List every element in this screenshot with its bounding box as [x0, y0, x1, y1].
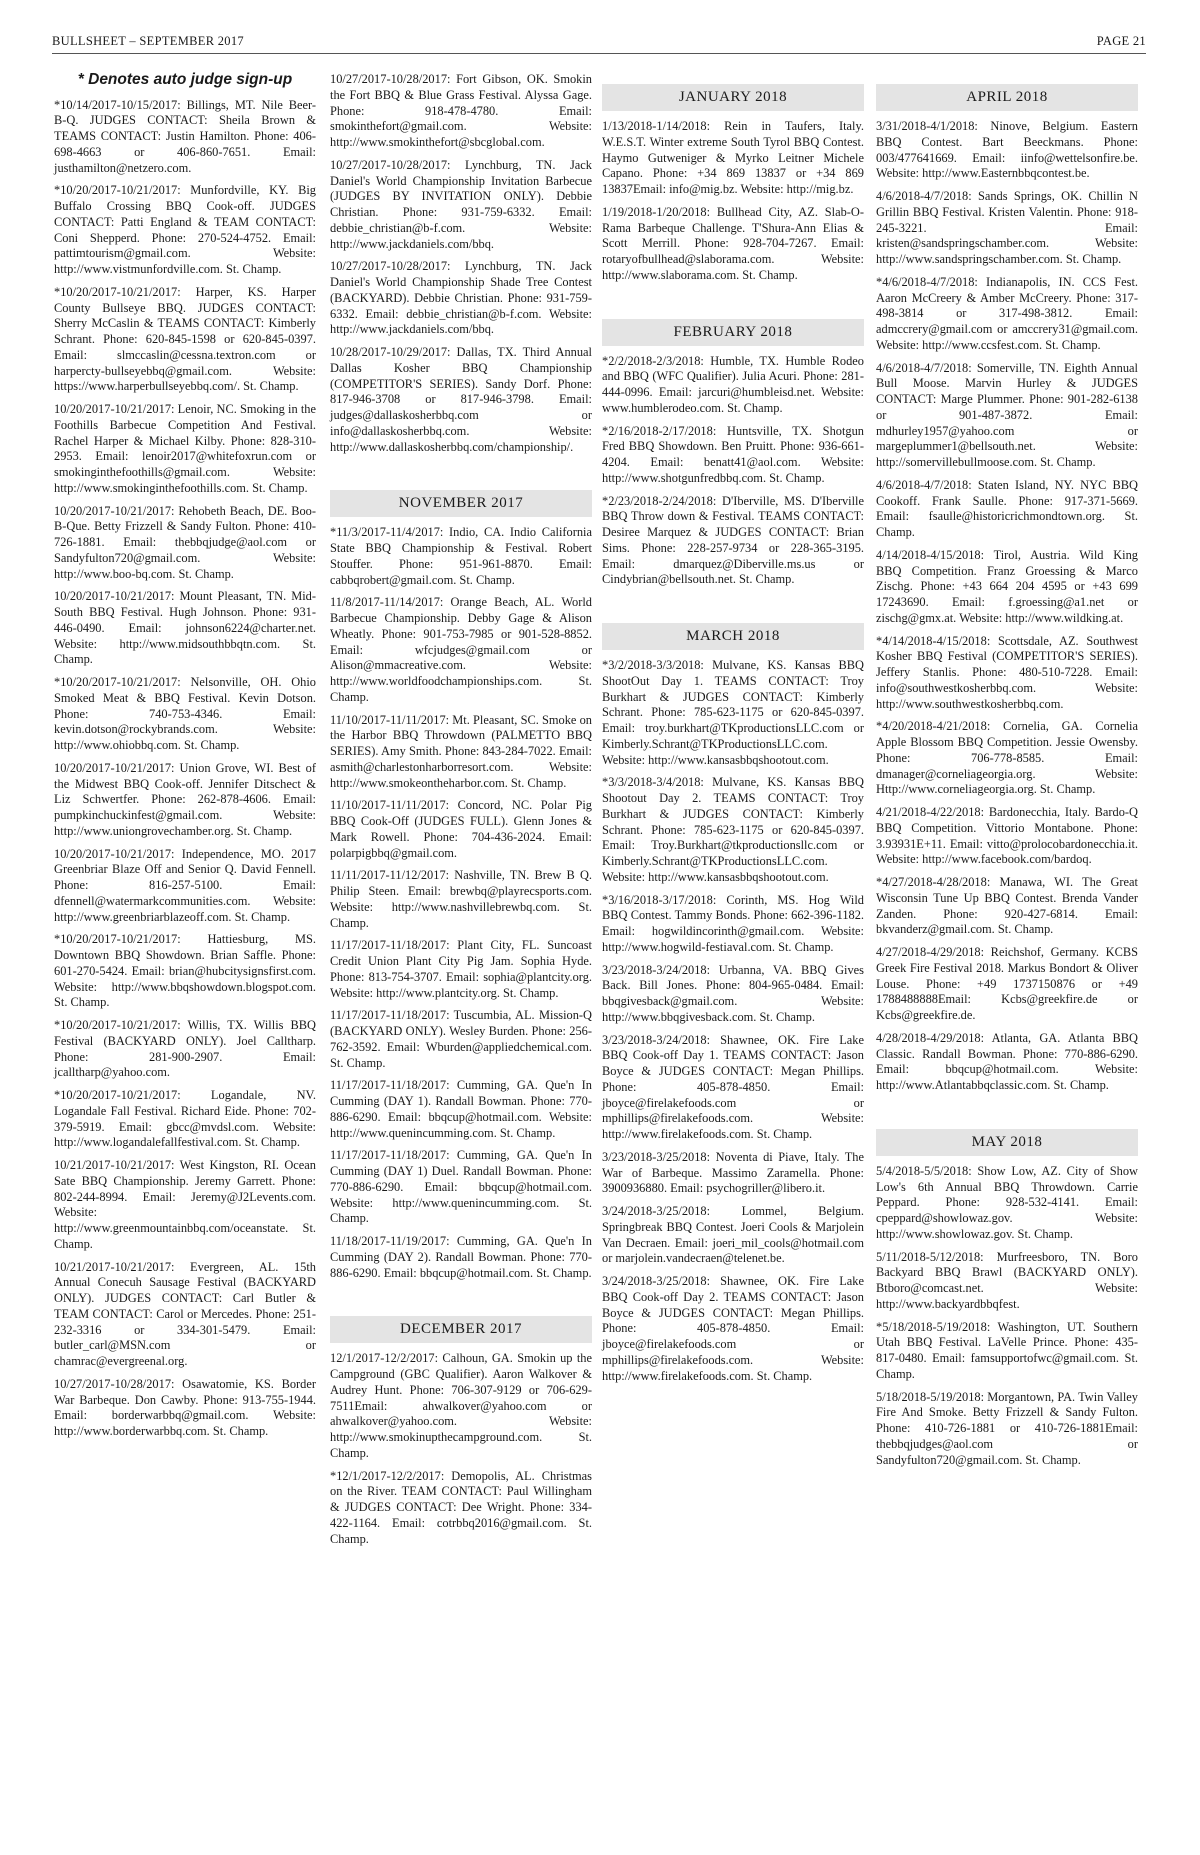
section-spacer [330, 462, 592, 490]
event-entry: 11/10/2017-11/11/2017: Concord, NC. Polar Pig BBQ Cook-Off (JUDGES FULL). Glenn Jones & Mark Rowell. Phone: 704-436-2024. Email: polarpigbbq@gmail.com. [330, 798, 592, 860]
event-entry: 3/24/2018-3/25/2018: Shawnee, OK. Fire Lake BBQ Cook-off Day 2. TEAMS CONTACT: Jason Boyce & JUDGES CONTACT: Megan Phillips. Phone: 405-878-4850. Email: jboyce@firelakefoods.com or mphillips@firelakefoods.com. Website: http://www.firelakefoods.com. St. Champ. [602, 1274, 864, 1383]
event-entry: 4/21/2018-4/22/2018: Bardonecchia, Italy. Bardo-Q BBQ Competition. Vittorio Montabone. Phone: 3.93931E+11. Email: vitto@prolocobardonecchia.it. Website: http://www.facebook.com/bardoq. [876, 805, 1138, 867]
section-spacer [876, 1101, 1138, 1129]
event-entry: *11/3/2017-11/4/2017: Indio, CA. Indio California State BBQ Championship & Festival. Robert Stouffer. Phone: 951-961-8870. Email: cabbqrobert@gmail.com. St. Champ. [330, 525, 592, 587]
section-spacer [602, 291, 864, 319]
event-list [330, 525, 592, 1281]
column-1 [54, 72, 316, 1447]
event-entry: 11/17/2017-11/18/2017: Cumming, GA. Que'n In Cumming (DAY 1) Duel. Randall Bowman. Phone: 770-886-6290. Email: bbqcup@hotmail.com. Website: http://www.quenincumming.com. St. Champ. [330, 1148, 592, 1226]
event-entry: 10/20/2017-10/21/2017: Lenoir, NC. Smoking in the Foothills Barbecue Competition And Festival. Rachel Harper & Michael Kilby. Phone: 828-310-2953. Email: lenoir2017@whitefoxrun.com or smokinginthefoothills@gmail.com. Website: http://www.smokinginthefoothills.com. St. Champ. [54, 402, 316, 495]
event-entry: 4/6/2018-4/7/2018: Somerville, TN. Eighth Annual Bull Moose. Marvin Hurley & JUDGES CONTACT: Marge Plummer. Phone: 901-282-6138 or 901-487-3872. Email: mdhurley1957@yahoo.com or margeplummer1@bellsouth.net. Website: http://somervillebullmoose.com. St. Champ. [876, 360, 1138, 470]
event-entry: 10/27/2017-10/28/2017: Osawatomie, KS. Border War Barbeque. Don Cawby. Phone: 913-755-1944. Email: borderwarbbq@gmail.com. Website: http://www.borderwarbbq.com. St. Champ. [54, 1376, 316, 1439]
event-entry: *4/6/2018-4/7/2018: Indianapolis, IN. CCS Fest. Aaron McCreery & Amber McCreery. Phone: 317-498-3814 or 317-498-3812. Email: admccrery@gmail.com or amccrery31@gmail.com. Website: http://www.ccsfest.com. St. Champ. [876, 274, 1138, 352]
auto-judge-note: * Denotes auto judge sign-up [77, 71, 293, 88]
event-entry: *10/20/2017-10/21/2017: Hattiesburg, MS. Downtown BBQ Showdown. Brian Saffle. Phone: 601-270-5424. Email: brian@hubcitysignsfirst.com. Website: http://www.bbqshowdown.blogspot.com. St. Champ. [54, 932, 316, 1010]
event-entry: *2/16/2018-2/17/2018: Huntsville, TX. Shotgun Fred BBQ Showdown. Ben Pruitt. Phone: 936-661-4204. Email: benatt41@aol.com. Website: http://www.shotgunfredbbq.com. St. Champ. [602, 423, 864, 485]
event-entry: 10/21/2017-10/21/2017: Evergreen, AL. 15th Annual Conecuh Sausage Festival (BACKYARD ONLY). JUDGES CONTACT: Carl Butler & TEAM CONTACT: Carol or Mercedes. Phone: 251-232-3316 or 334-301-5479. Email: butler_carl@MSN.com or chamrac@evergreenal.org. [54, 1259, 316, 1369]
event-entry: *3/3/2018-3/4/2018: Mulvane, KS. Kansas BBQ Shootout Day 2. TEAMS CONTACT: Troy Burkhart & JUDGES CONTACT: Kimberly Schrant. Phone: 785-623-1175 or 620-845-0397. Email: Troy.Burkhart@tkproductionsllc.com or Kimberly.Schrant@TKProductionsLLC.com. Website: http://www.kansasbbqshootout.com. [602, 775, 864, 884]
month-heading-november: NOVEMBER 2017 [330, 490, 592, 517]
event-entry: 4/6/2018-4/7/2018: Sands Springs, OK. Chillin N Grillin BBQ Festival. Kristen Valentin. Phone: 918-245-3221. Email: kristen@sandspringschamber.com. Website: http://www.sandspringschamber.com. St. Champ. [876, 189, 1138, 267]
event-entry: 10/20/2017-10/21/2017: Rehobeth Beach, DE. Boo-B-Que. Betty Frizzell & Sandy Fulton. Phone: 410-726-1881. Email: thebbqjudge@aol.com or Sandyfulton720@gmail.com. Website: http://www.boo-bq.com. St. Champ. [54, 503, 316, 581]
event-entry: 11/17/2017-11/18/2017: Cumming, GA. Que'n In Cumming (DAY 1). Randall Bowman. Phone: 770-886-6290. Email: bbqcup@hotmail.com. Website: http://www.quenincumming.com. St. Champ. [330, 1078, 592, 1140]
publication-title: BULLSHEET – SEPTEMBER 2017 [52, 34, 244, 48]
event-entry: 4/6/2018-4/7/2018: Staten Island, NY. NYC BBQ Cookoff. Frank Saulle. Phone: 917-371-5669. Email: fsaulle@historicrichmondtown.org. St. Champ. [876, 477, 1138, 540]
event-list [602, 119, 864, 284]
page-number: PAGE 21 [1096, 34, 1146, 48]
event-entry: 11/8/2017-11/14/2017: Orange Beach, AL. World Barbecue Championship. Debby Gage & Alison Wheatly. Phone: 901-753-7985 or 901-528-8852. Email: wfcjudges@gmail.com or Alison@mmacreative.com. Website: http://www.worldfoodchampionships.com. St. Champ. [330, 595, 592, 704]
event-entry: 11/17/2017-11/18/2017: Tuscumbia, AL. Mission-Q (BACKYARD ONLY). Wesley Burden. Phone: 256-762-3592. Email: Wburden@appliedchemical.com. St. Champ. [330, 1008, 592, 1070]
event-list [876, 1164, 1138, 1469]
event-entry: 11/17/2017-11/18/2017: Plant City, FL. Suncoast Credit Union Plant City Pig Jam. Sophia Hyde. Phone: 813-754-3707. Email: sophia@plantcity.org. Website: http://www.plantcity.org. St. Champ. [330, 938, 592, 1000]
event-entry: 11/18/2017-11/19/2017: Cumming, GA. Que'n In Cumming (DAY 2). Randall Bowman. Phone: 770-886-6290. Email: bbqcup@hotmail.com. St. Champ. [330, 1234, 592, 1280]
event-entry: 11/10/2017-11/11/2017: Mt. Pleasant, SC. Smoke on the Harbor BBQ Throwdown (PALMETTO BBQ SERIES). Amy Smith. Phone: 843-284-7022. Email: asmith@charlestonharborresort.com. Website: http://www.smokeontheharbor.com. St. Champ. [330, 712, 592, 790]
event-entry: 3/23/2018-3/24/2018: Shawnee, OK. Fire Lake BBQ Cook-off Day 1. TEAMS CONTACT: Jason Boyce & JUDGES CONTACT: Megan Phillips. Phone: 405-878-4850. Email: jboyce@firelakefoods.com or mphillips@firelakefoods.com. Website: http://www.firelakefoods.com. St. Champ. [602, 1032, 864, 1142]
event-entry: *4/27/2018-4/28/2018: Manawa, WI. The Great Wisconsin Tune Up BBQ Contest. Brenda Vander Zanden. Phone: 920-427-6814. Email: bkvanderz@gmail.com. St. Champ. [876, 875, 1138, 937]
event-entry: *10/20/2017-10/21/2017: Harper, KS. Harper County Bullseye BBQ. JUDGES CONTACT: Sherry McCaslin & TEAMS CONTACT: Kimberly Schrant. Phone: 620-845-1598 or 620-845-0397. Email: slmccaslin@cessna.textron.com or harpercty-bullseyebbq@gmail.com. Website: https://www.harperbullseyebbq.com/. St. Champ. [54, 284, 316, 394]
event-entry: 10/20/2017-10/21/2017: Independence, MO. 2017 Greenbriar Blaze Off and Senior Q. David Fennell. Phone: 816-257-5100. Email: dfennell@watermarkcommunities.com. Website: http://www.greenbriarblazeoff.com. St. Champ. [54, 846, 316, 924]
event-entry: *12/1/2017-12/2/2017: Demopolis, AL. Christmas on the River. TEAM CONTACT: Paul Willingham & JUDGES CONTACT: Dee Wright. Phone: 334-422-1164. Email: cotrbbq2016@gmail.com. St. Champ. [330, 1468, 592, 1546]
event-entry: *10/20/2017-10/21/2017: Willis, TX. Willis BBQ Festival (BACKYARD ONLY). Joel Calltharp. Phone: 281-900-2907. Email: jcalltharp@yahoo.com. [54, 1018, 316, 1080]
column-3 [602, 72, 864, 1391]
column-2 [330, 72, 592, 1554]
event-entry: *2/23/2018-2/24/2018: D'Iberville, MS. D'Iberville BBQ Throw down & Festival. TEAMS CONTACT: Desiree Marquez & JUDGES CONTACT: Brian Sims. Phone: 228-257-9734 or 228-365-3195. Email: dmarquez@Diberville.ms.us or Cindybrian@bellsouth.net. St. Champ. [602, 493, 864, 587]
event-entry: *2/2/2018-2/3/2018: Humble, TX. Humble Rodeo and BBQ (WFC Qualifier). Julia Acuri. Phone: 281-444-0996. Email: jarcuri@humbleisd.net. Website: www.humblerodeo.com. St. Champ. [602, 353, 864, 415]
event-entry: 3/23/2018-3/24/2018: Urbanna, VA. BBQ Gives Back. Bill Jones. Phone: 804-965-0484. Email: bbqgivesback@gmail.com. Website: http://www.bbqgivesback.com. St. Champ. [602, 962, 864, 1024]
month-heading-march: MARCH 2018 [602, 623, 864, 650]
month-heading-december: DECEMBER 2017 [330, 1316, 592, 1343]
event-entry: 10/20/2017-10/21/2017: Mount Pleasant, TN. Mid-South BBQ Festival. Hugh Johnson. Phone: 931-446-0490. Email: johnson6224@charter.net. Website: http://www.midsouthbbqtn.com. St. Champ. [54, 589, 316, 667]
event-entry: 4/28/2018-4/29/2018: Atlanta, GA. Atlanta BBQ Classic. Randall Bowman. Phone: 770-886-6290. Email: bbqcup@hotmail.com. Website: http://www.Atlantabbqclassic.com. St. Champ. [876, 1030, 1138, 1093]
event-entry: 10/27/2017-10/28/2017: Lynchburg, TN. Jack Daniel's World Championship Shade Tree Contest (BACKYARD). Debbie Christian. Phone: 931-759-6332. Email: debbie_christian@b-f.com. Website: http://www.jackdaniels.com/bbq. [330, 259, 592, 337]
event-entry: *4/20/2018-4/21/2018: Cornelia, GA. Cornelia Apple Blossom BBQ Competition. Jessie Owensby. Phone: 706-778-8585. Email: dmanager@corneliageorgia.org. Website: Http://www.corneliageorgia.org. St. Champ. [876, 719, 1138, 797]
event-entry: 4/27/2018-4/29/2018: Reichshof, Germany. KCBS Greek Fire Festival 2018. Markus Bondort & Oliver Louse. Phone: +49 1737150876 or +49 1788488888Email: Kcbs@greekfire.de or Kcbs@greekfire.de. [876, 945, 1138, 1023]
event-entry: *10/20/2017-10/21/2017: Munfordville, KY. Big Buffalo Crossing BBQ Cook-off. JUDGES CONTACT: Patti England & TEAM CONTACT: Coni Shepperd. Phone: 270-524-4752. Email: pattimtourism@gmail.com. Website: http://www.vistmunfordville.com. St. Champ. [54, 183, 316, 277]
month-heading-february: FEBRUARY 2018 [602, 319, 864, 346]
month-heading-april: APRIL 2018 [876, 84, 1138, 111]
event-entry: 4/14/2018-4/15/2018: Tirol, Austria. Wild King BBQ Competition. Franz Groessing & Marco Zischg. Phone: +43 664 204 4595 or +43 699 17243690. Email: f.groessing@a1.net or zischg@gmx.at. Website: http://www.wildking.at. [876, 547, 1138, 625]
event-list [54, 98, 316, 1440]
event-entry: 10/20/2017-10/21/2017: Union Grove, WI. Best of the Midwest BBQ Cook-off. Jennifer Ditschect & Liz Schwertfer. Phone: 262-878-4606. Email: pumpkinchuckinfest@gmail.com. Website: http://www.uniongrovechamber.org. St. Champ. [54, 760, 316, 838]
event-entry: *10/14/2017-10/15/2017: Billings, MT. Nile Beer-B-Q. JUDGES CONTACT: Sheila Brown & TEAMS CONTACT: Justin Hamilton. Phone: 406-698-4663 or 406-860-7651. Email: justhamilton@netzero.com. [54, 97, 316, 175]
event-entry: 12/1/2017-12/2/2017: Calhoun, GA. Smokin up the Campground (GBC Qualifier). Aaron Walkover & Audrey Hunt. Phone: 706-307-9129 or 706-629-7511Email: ahwalkover@yahoo.com or ahwalkover@yahoo.com. Website: http://www.smokinupthecampground.com. St. Champ. [330, 1351, 592, 1460]
event-entry: 5/4/2018-5/5/2018: Show Low, AZ. City of Show Low's 6th Annual BBQ Throwdown. Carrie Peppard. Phone: 928-532-4141. Email: cpeppard@showlowaz.gov. Website: http://www.showlowaz.gov. St. Champ. [876, 1163, 1138, 1241]
event-entry: 1/13/2018-1/14/2018: Rein in Taufers, Italy. W.E.S.T. Winter extreme South Tyrol BBQ Contest. Haymo Gutweniger & Myrko Leitner Michele Capano. Phone: +34 869 13837 or +34 869 13837Email: info@mig.bz. Website: http://mig.bz. [602, 119, 864, 197]
event-entry: *10/20/2017-10/21/2017: Nelsonville, OH. Ohio Smoked Meat & BBQ Festival. Kevin Dotson. Phone: 740-753-4346. Email: kevin.dotson@rockybrands.com. Website: http://www.ohiobbq.com. St. Champ. [54, 675, 316, 753]
event-entry: 11/11/2017-11/12/2017: Nashville, TN. Brew B Q. Philip Steen. Email: brewbq@playrecsports.com. Website: http://www.nashvillebrewbq.com. St. Champ. [330, 868, 592, 930]
event-entry: 10/27/2017-10/28/2017: Lynchburg, TN. Jack Daniel's World Championship Invitation Barbecue (JUDGES BY INVITATION ONLY). Debbie Christian. Phone: 931-759-6332. Email: debbie_christian@b-f.com. Website: http://www.jackdaniels.com/bbq. [330, 157, 592, 251]
month-heading-january: JANUARY 2018 [602, 84, 864, 111]
event-entry: *10/20/2017-10/21/2017: Logandale, NV. Logandale Fall Festival. Richard Eide. Phone: 702-379-5919. Email: gbcc@mvdsl.com. Website: http://www.logandalefallfestival.com. St. Champ. [54, 1088, 316, 1150]
event-list [330, 72, 592, 455]
section-spacer [602, 595, 864, 623]
event-entry: 5/11/2018-5/12/2018: Murfreesboro, TN. Boro Backyard BBQ Brawl (BACKYARD ONLY). Btboro@comcast.net. Website: http://www.backyardbbqfest. [876, 1249, 1138, 1311]
month-heading-may: MAY 2018 [876, 1129, 1138, 1156]
event-entry: 1/19/2018-1/20/2018: Bullhead City, AZ. Slab-O-Rama Barbeque Challenge. T'Shura-Ann Elias & Scott Merrill. Phone: 928-704-7267. Email: rotaryofbullhead@slaborama.com. Website: http://www.slaborama.com. St. Champ. [602, 204, 864, 282]
section-spacer [330, 1288, 592, 1316]
column-4 [876, 72, 1138, 1475]
event-list [602, 354, 864, 589]
event-entry: *5/18/2018-5/19/2018: Washington, UT. Southern Utah BBQ Festival. LaVelle Prince. Phone: 435-817-0480. Email: famsupportofwc@gmail.com. St. Champ. [876, 1319, 1138, 1381]
event-entry: *3/2/2018-3/3/2018: Mulvane, KS. Kansas BBQ ShootOut Day 1. TEAMS CONTACT: Troy Burkhart & JUDGES CONTACT: Kimberly Schrant. Phone: 785-623-1175 or 620-845-0397. Email: troy.burkhart@TKproductionsLLC.com or Kimberly.Schrant@TKProductionsLLC.com. Website: http://www.kansasbbqshootout.com. [602, 658, 864, 767]
event-entry: 5/18/2018-5/19/2018: Morgantown, PA. Twin Valley Fire And Smoke. Betty Frizzell & Sandy Fulton. Phone: 410-726-1881 or 410-726-1881Email: thebbqjudges@aol.com or Sandyfulton720@gmail.com. St. Champ. [876, 1389, 1138, 1467]
event-entry: *3/16/2018-3/17/2018: Corinth, MS. Hog Wild BBQ Contest. Tammy Bonds. Phone: 662-396-1182. Email: hogwildincorinth@gmail.com. Website: http://www.hogwild-festiaval.com. St. Champ. [602, 892, 864, 954]
event-entry: 10/28/2017-10/29/2017: Dallas, TX. Third Annual Dallas Kosher BBQ Championship (COMPETITOR'S SERIES). Sandy Dorf. Phone: 817-946-3708 or 817-946-3798. Email: judges@dallaskosherbbq.com or info@dallaskosherbbq.com. Website: http://www.dallaskosherbbq.com/championship/. [330, 345, 592, 454]
event-list [330, 1351, 592, 1547]
event-entry: *4/14/2018-4/15/2018: Scottsdale, AZ. Southwest Kosher BBQ Festival (COMPETITOR'S SERIES). Jeffery Stanlis. Phone: 480-510-7228. Email: info@southwestkosherbbq.com. Website: http://www.southwestkosherbbq.com. [876, 633, 1138, 711]
page-header [52, 34, 1146, 54]
section-spacer [876, 72, 1138, 84]
section-spacer [602, 72, 864, 84]
event-entry: 3/24/2018-3/25/2018: Lommel, Belgium. Springbreak BBQ Contest. Joeri Cools & Marjolein Van Decraen. Email: joeri_mil_cools@hotmail.com or marjolein.vandecraen@telenet.be. [602, 1204, 864, 1266]
event-list [602, 658, 864, 1384]
event-entry: 3/31/2018-4/1/2018: Ninove, Belgium. Eastern BBQ Contest. Bart Beeckmans. Phone: 003/477641669. Email: iinfo@wettelsonfire.be. Website: http://www.Easternbbqcontest.be. [876, 119, 1138, 181]
event-entry: 3/23/2018-3/25/2018: Noventa di Piave, Italy. The War of Barbeque. Massimo Zaramella. Phone: 3900936880. Email: psychogriller@libero.it. [602, 1149, 864, 1196]
event-list [876, 119, 1138, 1094]
event-entry: 10/21/2017-10/21/2017: West Kingston, RI. Ocean Sate BBQ Championship. Jeremy Garrett. Phone: 802-244-8994. Email: Jeremy@J2Levents.com. Website: http://www.greenmountainbbq.com/oceanstate. St. Champ. [54, 1158, 316, 1251]
event-entry: 10/27/2017-10/28/2017: Fort Gibson, OK. Smokin the Fort BBQ & Blue Grass Festival. Alyssa Gage. Phone: 918-478-4780. Email: smokinthefort@gmail.com. Website: http://www.smokinthefort@sbcglobal.com. [330, 72, 592, 149]
